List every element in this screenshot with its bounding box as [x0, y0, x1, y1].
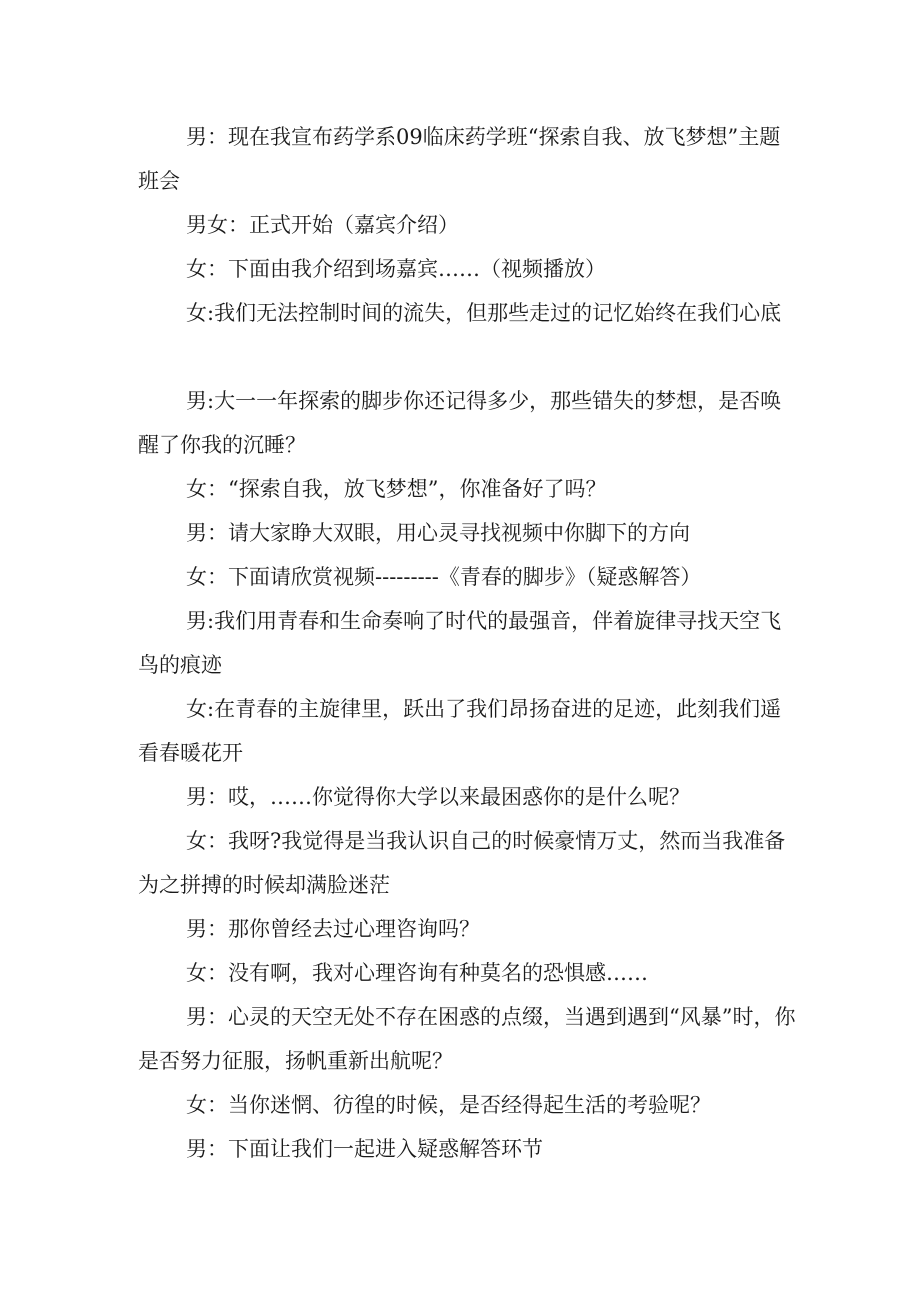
paragraph-counseling-question: 男：那你曾经去过心理咨询吗？ — [186, 917, 480, 941]
paragraph-confusion-answer: 女：我呀?我觉得是当我认识自己的时候豪情万丈，然而当我准备为之拼搏的时候却满脸迷茫 — [138, 829, 786, 897]
paragraph-open-eyes: 男：请大家睁大双眼，用心灵寻找视频中你脚下的方向 — [186, 521, 690, 545]
paragraph-freshman-year: 男:大一一年探索的脚步你还记得多少，那些错失的梦想，是否唤醒了你我的沉睡？ — [138, 389, 782, 457]
paragraph-youth-melody: 男:我们用青春和生命奏响了时代的最强音，伴着旋律寻找天空飞鸟的痕迹 — [138, 609, 782, 677]
paragraph-video: 女：下面请欣赏视频---------《青春的脚步》（疑惑解答） — [186, 565, 702, 589]
paragraph-opening: 男女：正式开始（嘉宾介绍） — [186, 213, 459, 237]
paragraph-ready: 女：“探索自我，放飞梦想”，你准备好了吗？ — [186, 477, 607, 501]
paragraph-storm: 男：心灵的天空无处不存在困惑的点缀，当遇到遇到“风暴”时，你是否努力征服，扬帆重新出航呢？ — [138, 1005, 796, 1073]
paragraph-memory: 女:我们无法控制时间的流失，但那些走过的记忆始终在我们心底 — [186, 301, 782, 325]
paragraph-next-segment: 男：下面让我们一起进入疑惑解答环节 — [186, 1137, 543, 1161]
paragraph-announcement: 男：现在我宣布药学系09临床药学班“探索自我、放飞梦想”主题班会 — [138, 125, 781, 193]
paragraph-counseling-answer: 女：没有啊，我对心理咨询有种莫名的恐惧感…… — [186, 961, 648, 985]
paragraph-spring: 女:在青春的主旋律里，跃出了我们昂扬奋进的足迹，此刻我们遥看春暖花开 — [138, 697, 782, 765]
paragraph-test: 女：当你迷惘、彷徨的时候，是否经得起生活的考验呢？ — [186, 1093, 711, 1117]
paragraph-confusion-question: 男：哎，……你觉得你大学以来最困惑你的是什么呢？ — [186, 785, 690, 809]
paragraph-guest-intro: 女：下面由我介绍到场嘉宾……（视频播放） — [186, 257, 606, 281]
